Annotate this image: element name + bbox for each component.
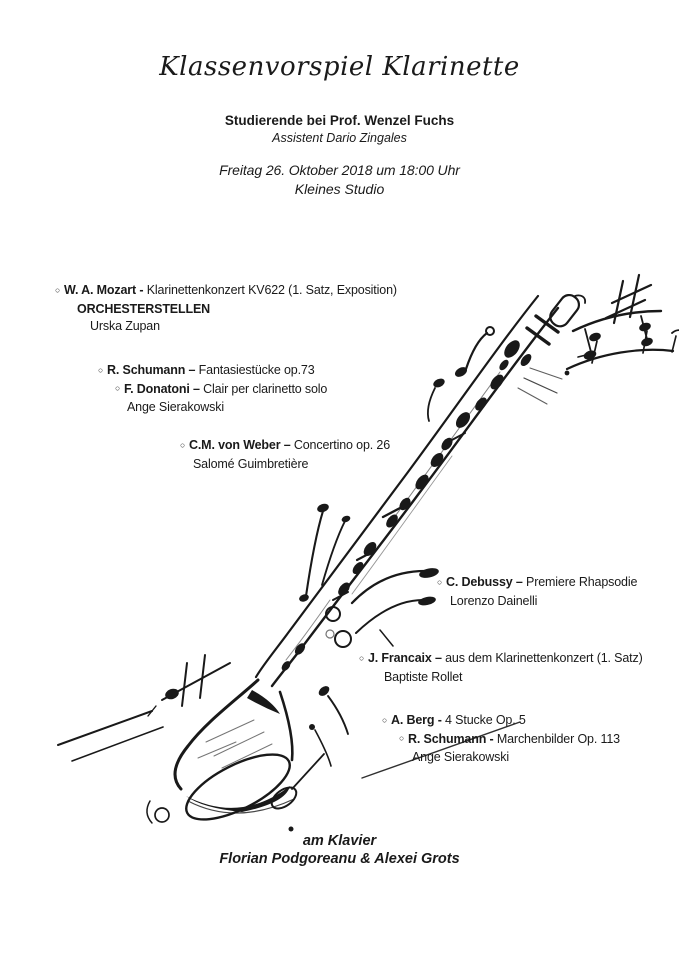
assistant-line: Assistent Dario Zingales bbox=[272, 131, 407, 145]
performer-name: Ange Sierakowski bbox=[412, 750, 509, 764]
work-title: aus dem Klarinettenkonzert (1. Satz) bbox=[441, 651, 643, 665]
program-entry bbox=[399, 731, 620, 750]
work-title: Klarinettenkonzert KV622 (1. Satz, Exposition) bbox=[143, 283, 397, 297]
venue-line: Kleines Studio bbox=[294, 181, 385, 197]
program-group-francaix bbox=[359, 650, 643, 686]
performer-name: Ange Sierakowski bbox=[127, 400, 224, 414]
clarinet-keys bbox=[280, 372, 506, 672]
program-group-debussy bbox=[437, 574, 637, 610]
page-title: Klassenvorspiel Klarinette bbox=[159, 52, 520, 82]
bullet-icon: ○ bbox=[98, 364, 103, 375]
program-entry bbox=[180, 437, 390, 456]
program-group-berg-schumann bbox=[382, 712, 620, 767]
program-group-schumann-donatoni bbox=[98, 362, 327, 417]
program-entry bbox=[55, 282, 397, 301]
pianists-line: Florian Podgoreanu & Alexei Grots bbox=[219, 851, 460, 867]
section-note: ORCHESTERSTELLEN bbox=[77, 301, 211, 316]
composer-name: R. Schumann – bbox=[106, 363, 196, 377]
program-group-mozart bbox=[55, 282, 397, 336]
composer-name: R. Schumann - bbox=[407, 731, 494, 746]
program-entry bbox=[359, 650, 643, 669]
beamed-notes-sketch bbox=[565, 311, 679, 375]
performer-name: Lorenzo Dainelli bbox=[450, 593, 538, 608]
program-entry bbox=[98, 362, 327, 381]
clarinet-mouthpiece bbox=[498, 291, 586, 404]
performer-name: Salomé Guimbretière bbox=[193, 456, 309, 471]
bullet-icon: ○ bbox=[437, 576, 442, 587]
program-group-weber bbox=[180, 437, 390, 473]
program-entry bbox=[382, 712, 620, 731]
composer-name: W. A. Mozart - bbox=[63, 283, 144, 297]
program-entry bbox=[115, 381, 327, 400]
program-entry bbox=[437, 574, 637, 593]
work-title: Marchenbilder Op. 113 bbox=[493, 731, 620, 746]
work-title: 4 Stucke Op. 5 bbox=[441, 713, 526, 727]
composer-name: F. Donatoni – bbox=[123, 381, 200, 396]
composer-name: J. Francaix – bbox=[367, 651, 442, 665]
work-title: Clair per clarinetto solo bbox=[199, 381, 328, 396]
bullet-icon: ○ bbox=[55, 284, 60, 295]
work-title: Premiere Rhapsodie bbox=[522, 575, 638, 589]
work-title: Fantasiestücke op.73 bbox=[195, 363, 315, 377]
performer-name: Urska Zupan bbox=[90, 319, 160, 333]
bullet-icon: ○ bbox=[382, 714, 387, 725]
bullet-icon: ○ bbox=[115, 383, 120, 393]
professor-line: Studierende bei Prof. Wenzel Fuchs bbox=[224, 113, 455, 128]
performer-name: Baptiste Rollet bbox=[384, 669, 463, 684]
bullet-icon: ○ bbox=[399, 733, 404, 743]
bullet-icon: ○ bbox=[180, 439, 185, 450]
piano-role-line: am Klavier bbox=[302, 833, 377, 849]
date-line: Freitag 26. Oktober 2018 um 18:00 Uhr bbox=[219, 162, 460, 178]
bullet-icon: ○ bbox=[359, 652, 364, 663]
composer-name: C. Debussy – bbox=[445, 575, 523, 589]
work-title: Concertino op. 26 bbox=[290, 438, 390, 452]
composer-name: C.M. von Weber – bbox=[188, 438, 291, 452]
composer-name: A. Berg - bbox=[390, 713, 442, 727]
